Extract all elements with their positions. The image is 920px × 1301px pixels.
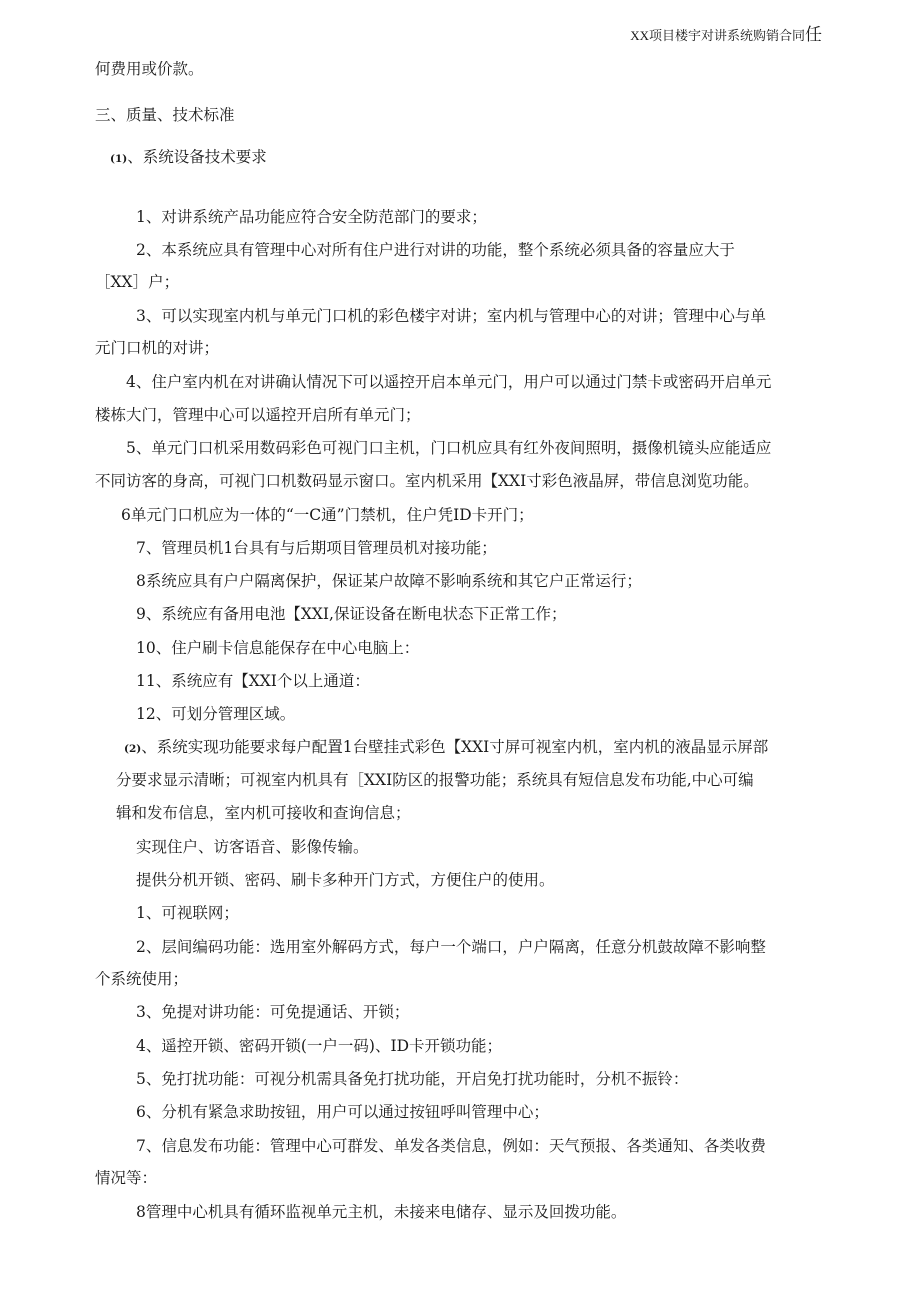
- header-last-char: 任: [805, 25, 822, 44]
- text-line: 2、本系统应具有管理中心对所有住户进行对讲的功能，整个系统必须具备的容量应大于: [136, 241, 735, 259]
- text-line: 11、系统应有【XXI个以上通道：: [136, 672, 370, 690]
- text-line: 3、免提对讲功能：可免提通话、开锁；: [136, 1003, 410, 1021]
- text-line: 元门口机的对讲；: [95, 339, 220, 357]
- text-line: 6单元门口机应为一体的“一C通”门禁机，住户凭ID卡开门；: [121, 506, 534, 524]
- text-line: 5、单元门口机采用数码彩色可视门口主机，门口机应具有红外夜间照明，摄像机镜头应能适应: [126, 439, 772, 457]
- text-line: 情况等：: [95, 1169, 158, 1187]
- text-line: 9、系统应有备用电池【XXI,保证设备在断电状态下正常工作；: [136, 605, 567, 623]
- text-line: 何费用或价款。: [95, 60, 204, 78]
- subsection-heading: [124, 736, 768, 760]
- text-line: 8系统应具有户户隔离保护，保证某户故障不影响系统和其它户正常运行；: [136, 572, 642, 590]
- text-line: ［XX］户；: [95, 273, 180, 291]
- text-line: 7、信息发布功能：管理中心可群发、单发各类信息，例如：天气预报、各类通知、各类收费: [136, 1137, 766, 1155]
- subsection-number: (1): [110, 153, 128, 165]
- text-line: 1、对讲系统产品功能应符合安全防范部门的要求；: [136, 208, 487, 226]
- text-line: 3、可以实现室内机与单元门口机的彩色楼宇对讲；室内机与管理中心的对讲；管理中心与单: [136, 307, 766, 325]
- subsection-title: 、系统设备技术要求: [127, 148, 267, 166]
- text-line: 辑和发布信息，室内机可接收和查询信息；: [116, 804, 411, 822]
- text-line: 提供分机开锁、密码、刷卡多种开门方式，方便住户的使用。: [136, 871, 555, 889]
- subsection-number: (2): [124, 743, 142, 755]
- text-line: 分要求显示清晰；可视室内机具有［XXI防区的报警功能；系统具有短信息发布功能,中心可编: [116, 771, 754, 789]
- text-line: 5、免打扰功能：可视分机需具备免打扰功能，开启免打扰功能时，分机不振铃：: [136, 1070, 689, 1088]
- text-line: 2、层间编码功能：选用室外解码方式，每户一个端口，户户隔离，任意分机鼓故障不影响整: [136, 938, 766, 956]
- text-line: 个系统使用；: [95, 970, 189, 988]
- text-line: 不同访客的身高，可视门口机数码显示窗口。室内机采用【XXI寸彩色液晶屏，带信息浏览功能。: [95, 472, 759, 490]
- text-line: 12、可划分管理区域。: [136, 705, 296, 723]
- text-line: 实现住户、访客语音、影像传输。: [136, 838, 369, 856]
- text-line: 1、可视联网；: [136, 904, 239, 922]
- text-line: 10、住户刷卡信息能保存在中心电脑上：: [136, 639, 420, 657]
- text-line: 6、分机有紧急求助按钮，用户可以通过按钮呼叫管理中心；: [136, 1103, 549, 1121]
- text-line: 8管理中心机具有循环监视单元主机，未接来电储存、显示及回拨功能。: [136, 1203, 627, 1221]
- text-line: 4、住户室内机在对讲确认情况下可以遥控开启本单元门，用户可以通过门禁卡或密码开启单元: [126, 373, 772, 391]
- section-heading: 三、质量、技术标准: [95, 106, 235, 124]
- subsection-text: 、系统实现功能要求每户配置1台壁挂式彩色【XXI寸屏可视室内机，室内机的液晶显示屏部: [141, 738, 769, 756]
- subsection-heading: [110, 146, 267, 170]
- text-line: 4、遥控开锁、密码开锁(一户一码)、ID卡开锁功能；: [136, 1037, 503, 1055]
- page-header: [630, 20, 822, 45]
- header-title: XX项目楼宇对讲系统购销合同: [630, 28, 805, 43]
- text-line: 楼栋大门，管理中心可以遥控开启所有单元门；: [95, 406, 421, 424]
- text-line: 7、管理员机1台具有与后期项目管理员机对接功能；: [136, 539, 497, 557]
